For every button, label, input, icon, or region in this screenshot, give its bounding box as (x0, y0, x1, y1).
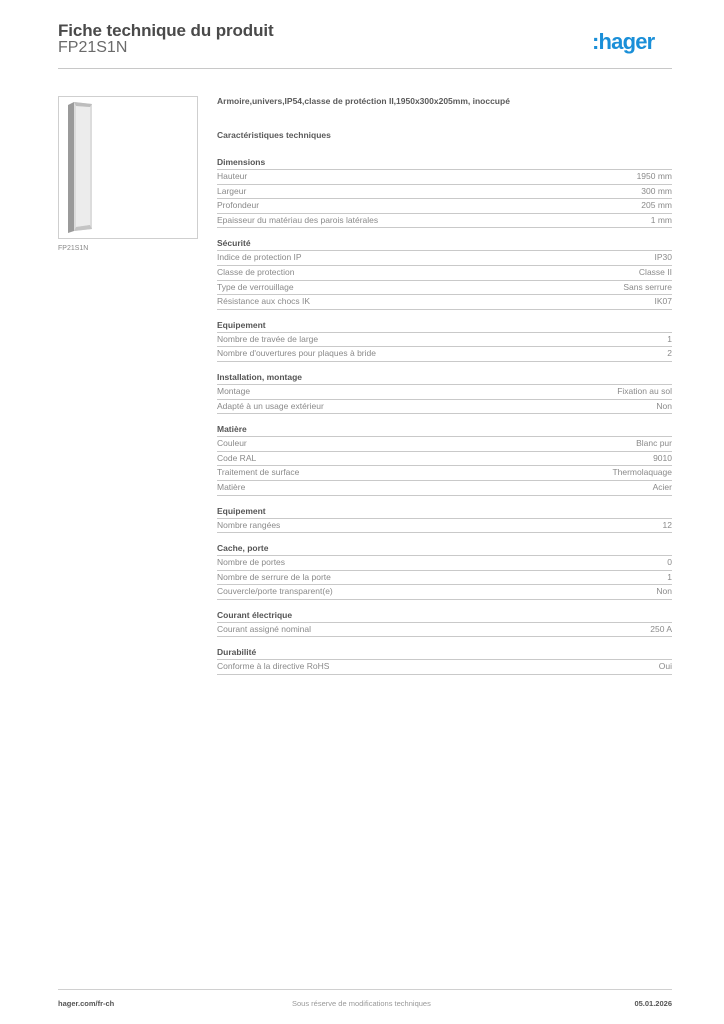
spec-label: Nombre de portes (217, 557, 286, 568)
spec-row (217, 437, 672, 452)
spec-label: Montage (217, 385, 251, 396)
spec-label: Hauteur (217, 171, 248, 181)
spec-value: 9010 (653, 452, 672, 463)
spec-value: 1 (667, 571, 672, 582)
spec-row (217, 466, 672, 481)
spec-row (217, 214, 672, 229)
spec-value: 1 (667, 333, 672, 344)
spec-label: Couleur (217, 438, 247, 449)
spec-group-title: Cache, porte (217, 543, 672, 556)
spec-label: Indice de protection IP (217, 252, 302, 263)
spec-row (217, 281, 672, 296)
spec-row (217, 556, 672, 571)
footer-divider (58, 989, 672, 990)
spec-group-title: Equipement (217, 506, 672, 519)
spec-group-title: Courant électrique (217, 610, 672, 623)
spec-value: 12 (662, 519, 672, 530)
spec-value: 300 mm (641, 185, 672, 196)
spec-group (217, 647, 672, 675)
spec-value: Classe II (638, 266, 672, 277)
footer-disclaimer: Sous réserve de modifications techniques (292, 999, 431, 1008)
header-divider (58, 68, 672, 69)
spec-label: Classe de protection (217, 266, 295, 277)
spec-row (217, 347, 672, 362)
spec-label: Matière (217, 481, 246, 492)
page-title: Fiche technique du produit (58, 21, 274, 40)
spec-row (217, 452, 672, 467)
spec-row (217, 660, 672, 675)
spec-label: Epaisseur du matériau des parois latérales (217, 214, 379, 225)
spec-value: Non (656, 586, 672, 597)
spec-group-title: Sécurité (217, 238, 672, 251)
spec-group-title: Durabilité (217, 647, 672, 660)
spec-value: Fixation au sol (617, 385, 672, 396)
spec-label: Résistance aux chocs IK (217, 296, 311, 307)
spec-value: 250 A (650, 623, 672, 634)
spec-label: Largeur (217, 185, 247, 196)
spec-label: Nombre de travée de large (217, 333, 319, 344)
spec-row (217, 400, 672, 415)
spec-value: Oui (658, 661, 672, 672)
spec-group (217, 424, 672, 495)
technical-characteristics-heading: Caractéristiques techniques (217, 130, 331, 140)
spec-label: Code RAL (217, 452, 257, 463)
spec-group (217, 506, 672, 534)
spec-row (217, 185, 672, 200)
spec-value: Sans serrure (623, 281, 672, 292)
spec-label: Adapté à un usage extérieur (217, 400, 324, 411)
spec-content (217, 96, 672, 685)
spec-group (217, 372, 672, 414)
spec-label: Conforme à la directive RoHS (217, 661, 330, 672)
spec-value: IP30 (654, 252, 672, 263)
spec-value: Blanc pur (636, 438, 672, 449)
spec-label: Traitement de surface (217, 467, 300, 478)
spec-value: Non (656, 400, 672, 411)
spec-row (217, 519, 672, 534)
spec-label: Type de verrouillage (217, 281, 294, 292)
spec-label: Profondeur (217, 200, 260, 211)
cabinet-illustration-icon (66, 101, 94, 234)
spec-label: Nombre d'ouvertures pour plaques à bride (217, 348, 376, 359)
spec-value: IK07 (654, 296, 672, 307)
spec-row (217, 623, 672, 638)
spec-label: Courant assigné nominal (217, 623, 312, 634)
spec-group (217, 320, 672, 362)
product-image (58, 96, 198, 239)
spec-value: 2 (667, 348, 672, 359)
spec-row (217, 333, 672, 348)
spec-group-title: Dimensions (217, 157, 672, 170)
spec-value: 1950 mm (636, 171, 672, 181)
spec-row (217, 585, 672, 600)
spec-group (217, 610, 672, 638)
spec-group-title: Equipement (217, 320, 672, 333)
spec-group-title: Matière (217, 424, 672, 437)
spec-value: Acier (652, 481, 672, 492)
image-caption: FP21S1N (58, 245, 89, 252)
spec-value: 0 (667, 557, 672, 568)
spec-row (217, 170, 672, 185)
spec-value: 1 mm (650, 214, 672, 225)
spec-row (217, 571, 672, 586)
footer-date: 05.01.2026 (634, 999, 672, 1008)
spec-row (217, 385, 672, 400)
spec-label: Couvercle/porte transparent(e) (217, 586, 333, 597)
spec-group (217, 157, 672, 228)
spec-groups (217, 157, 672, 675)
product-reference: FP21S1N (58, 39, 128, 56)
spec-label: Nombre de serrure de la porte (217, 571, 331, 582)
product-description: Armoire,univers,IP54,classe de protéction II,1950x300x205mm, inoccupé (217, 96, 510, 106)
spec-row (217, 251, 672, 266)
spec-value: 205 mm (641, 200, 672, 211)
spec-label: Nombre rangées (217, 519, 281, 530)
spec-group-title: Installation, montage (217, 372, 672, 385)
hager-logo: :hager (592, 29, 655, 54)
spec-row (217, 266, 672, 281)
spec-row (217, 295, 672, 310)
spec-value: Thermolaquage (612, 467, 672, 478)
spec-row (217, 481, 672, 496)
spec-group (217, 543, 672, 600)
spec-row (217, 199, 672, 214)
spec-group (217, 238, 672, 309)
footer-website[interactable]: hager.com/fr-ch (58, 999, 115, 1008)
